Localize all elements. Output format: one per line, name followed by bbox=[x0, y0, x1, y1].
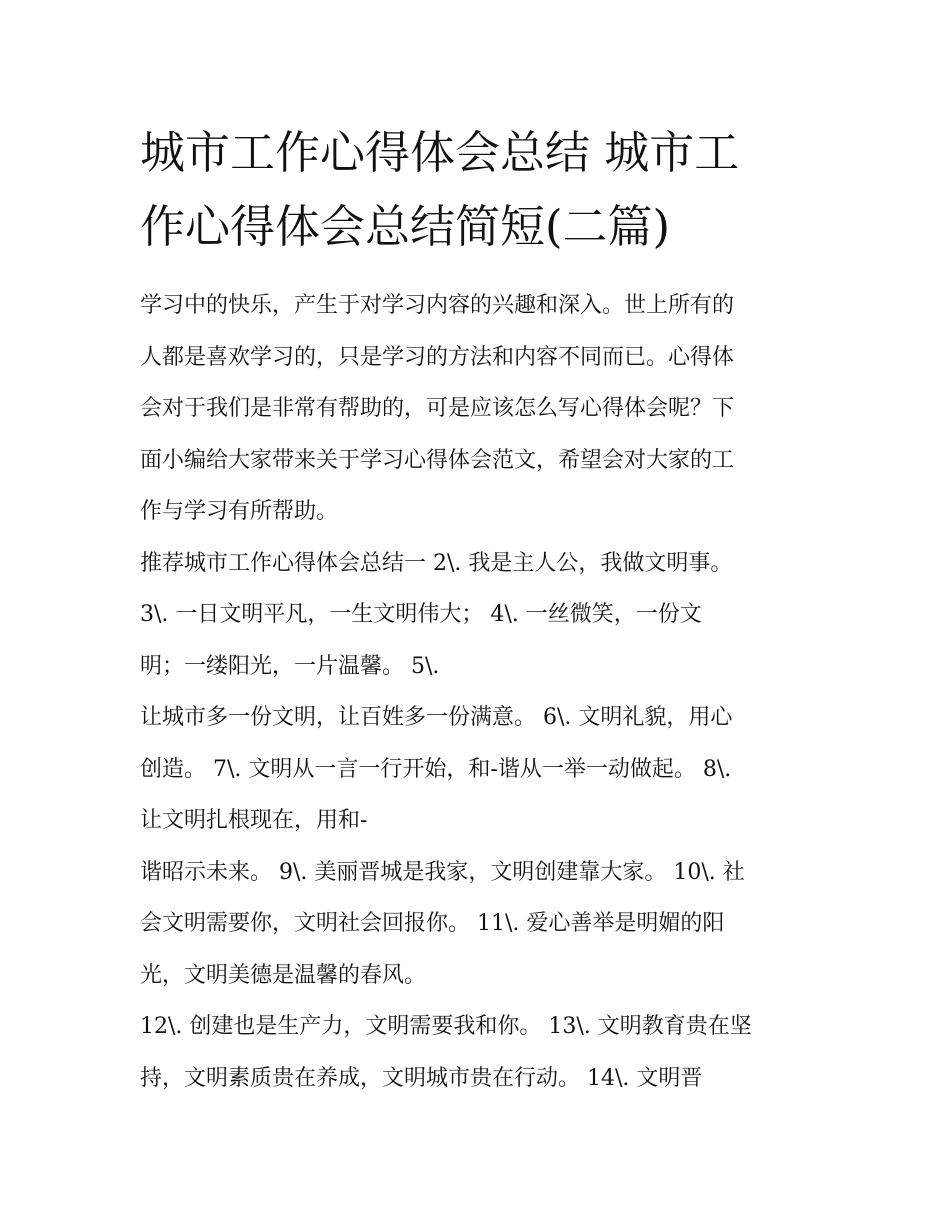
body-line: 持，文明素质贵在养成，文明城市贵在行动。 14\. 文明晋 bbox=[140, 1065, 703, 1091]
body-line: 会对于我们是非常有帮助的，可是应该怎么写心得体会呢？下 bbox=[140, 396, 735, 421]
body-line: 面小编给大家带来关于学习心得体会范文，希望会对大家的工 bbox=[140, 447, 735, 473]
document-title bbox=[140, 116, 820, 264]
body-line: 光，文明美德是温馨的春风。 bbox=[140, 962, 427, 988]
body-line: 推荐城市工作心得体会总结一 2\. 我是主人公，我做文明事。 bbox=[140, 550, 733, 576]
body-line: 创造。 7\. 文明从一言一行开始，和-谐从一举一动做起。 8\. bbox=[140, 756, 732, 782]
body-line: 作与学习有所帮助。 bbox=[140, 499, 339, 524]
title-line-2: 作心得体会总结简短(二篇) bbox=[140, 200, 671, 253]
body-line: 会文明需要你，文明社会回报你。 11\. 爱心善举是明媚的阳 bbox=[140, 911, 725, 936]
body-line: 人都是喜欢学习的，只是学习的方法和内容不同而已。心得体 bbox=[140, 344, 735, 370]
title-line-1: 城市工作心得体会总结 城市工 bbox=[140, 126, 740, 179]
body-line: 12\. 创建也是生产力，文明需要我和你。 13\. 文明教育贵在坚 bbox=[140, 1014, 752, 1039]
body-line: 让城市多一份文明，让百姓多一份满意。 6\. 文明礼貌，用心 bbox=[140, 705, 733, 730]
body-line: 让文明扎根现在，用和- bbox=[140, 808, 368, 833]
body-line: 明；一缕阳光，一片温馨。 5\. bbox=[140, 653, 440, 679]
body-line: 谐昭示未来。 9\. 美丽晋城是我家，文明创建靠大家。 10\. 社 bbox=[140, 859, 745, 885]
body-line: 3\. 一日文明平凡，一生文明伟大； 4\. 一丝微笑，一份文 bbox=[140, 602, 702, 627]
body-line: 学习中的快乐，产生于对学习内容的兴趣和深入。世上所有的 bbox=[140, 293, 735, 318]
document-body bbox=[140, 280, 840, 1104]
